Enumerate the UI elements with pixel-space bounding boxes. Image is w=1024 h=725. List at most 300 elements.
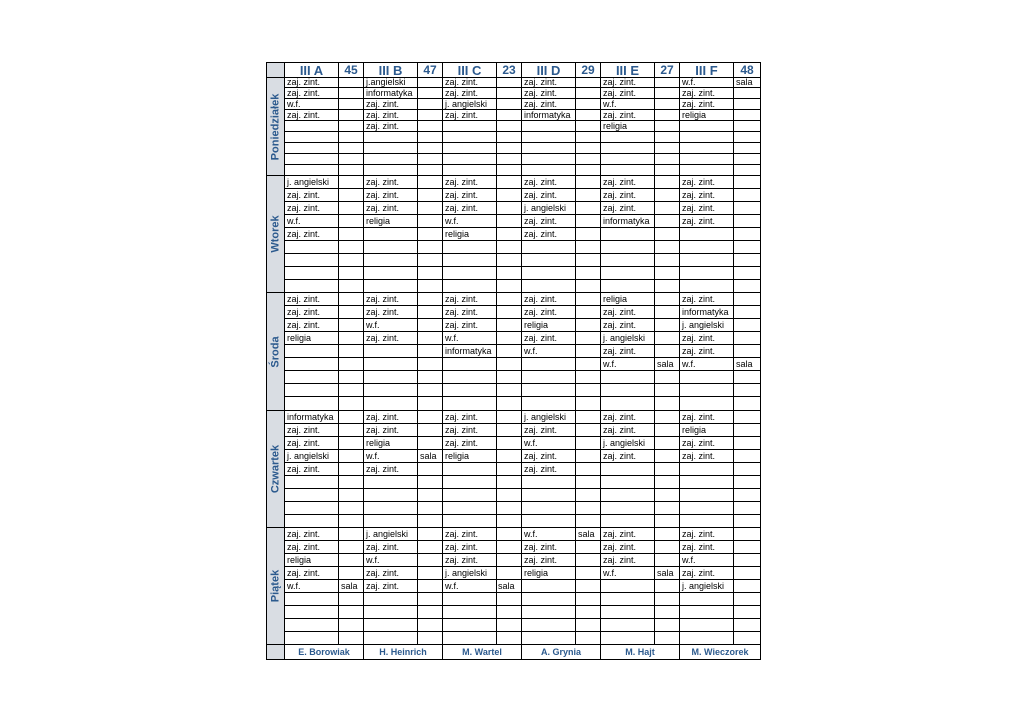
lesson-subject: w.f. — [285, 215, 339, 228]
lesson-subject — [522, 241, 576, 254]
class-name: III C — [443, 63, 497, 78]
lesson-subject — [285, 143, 339, 154]
lesson-room — [418, 132, 443, 143]
lesson-room — [497, 541, 522, 554]
lesson-room — [497, 554, 522, 567]
lesson-subject — [443, 606, 497, 619]
lesson-subject: j. angielski — [680, 580, 734, 593]
lesson-subject: zaj. zint. — [680, 345, 734, 358]
lesson-room — [734, 228, 761, 241]
lesson-row — [267, 241, 761, 254]
lesson-subject — [680, 280, 734, 293]
lesson-subject — [522, 121, 576, 132]
lesson-subject: zaj. zint. — [285, 110, 339, 121]
lesson-subject: zaj. zint. — [601, 78, 655, 88]
lesson-room — [576, 384, 601, 397]
lesson-room — [576, 424, 601, 437]
lesson-subject — [285, 267, 339, 280]
lesson-subject — [522, 632, 576, 645]
lesson-room — [497, 165, 522, 176]
lesson-subject: zaj. zint. — [601, 306, 655, 319]
lesson-room — [497, 593, 522, 606]
lesson-subject: zaj. zint. — [680, 528, 734, 541]
lesson-room — [339, 176, 364, 189]
lesson-room — [418, 593, 443, 606]
lesson-room — [339, 280, 364, 293]
lesson-room — [655, 437, 680, 450]
lesson-subject: w.f. — [364, 554, 418, 567]
lesson-room — [576, 450, 601, 463]
lesson-room — [734, 154, 761, 165]
lesson-room — [418, 267, 443, 280]
lesson-subject — [601, 280, 655, 293]
lesson-subject: zaj. zint. — [285, 306, 339, 319]
class-room: 23 — [497, 63, 522, 78]
lesson-room — [339, 319, 364, 332]
lesson-room: sala — [497, 580, 522, 593]
lesson-subject: w.f. — [601, 358, 655, 371]
lesson-subject — [601, 463, 655, 476]
lesson-subject: zaj. zint. — [364, 293, 418, 306]
lesson-subject — [522, 476, 576, 489]
lesson-room — [655, 228, 680, 241]
lesson-room — [497, 606, 522, 619]
lesson-room — [576, 165, 601, 176]
lesson-room — [497, 132, 522, 143]
lesson-room — [734, 619, 761, 632]
lesson-subject: zaj. zint. — [443, 78, 497, 88]
lesson-room — [497, 143, 522, 154]
teacher-name: M. Wartel — [443, 645, 522, 660]
lesson-room — [418, 554, 443, 567]
lesson-subject — [601, 580, 655, 593]
lesson-subject: zaj. zint. — [285, 567, 339, 580]
lesson-subject — [285, 593, 339, 606]
lesson-room — [576, 306, 601, 319]
lesson-subject — [285, 132, 339, 143]
lesson-room — [418, 280, 443, 293]
lesson-row — [267, 528, 761, 541]
lesson-room — [497, 358, 522, 371]
lesson-subject — [443, 358, 497, 371]
lesson-room — [655, 502, 680, 515]
lesson-subject — [443, 143, 497, 154]
lesson-room — [339, 306, 364, 319]
teacher-name: M. Wieczorek — [680, 645, 761, 660]
lesson-room — [339, 463, 364, 476]
lesson-subject: informatyka — [680, 306, 734, 319]
day-name: Piątek — [269, 569, 281, 603]
lesson-room — [339, 593, 364, 606]
lesson-room — [497, 515, 522, 528]
lesson-room — [418, 215, 443, 228]
lesson-subject: j. angielski — [680, 319, 734, 332]
lesson-room — [576, 371, 601, 384]
lesson-room — [339, 632, 364, 645]
lesson-room — [497, 78, 522, 88]
lesson-room — [418, 619, 443, 632]
lesson-subject: religia — [522, 567, 576, 580]
lesson-subject — [601, 384, 655, 397]
lesson-subject: religia — [443, 450, 497, 463]
lesson-subject — [443, 384, 497, 397]
lesson-subject — [443, 254, 497, 267]
lesson-room — [655, 241, 680, 254]
lesson-subject — [522, 358, 576, 371]
lesson-subject — [364, 476, 418, 489]
lesson-subject: religia — [680, 424, 734, 437]
lesson-subject — [601, 632, 655, 645]
lesson-subject — [443, 165, 497, 176]
lesson-subject: zaj. zint. — [285, 202, 339, 215]
lesson-room: sala — [576, 528, 601, 541]
lesson-room — [655, 619, 680, 632]
lesson-room — [655, 189, 680, 202]
lesson-row — [267, 567, 761, 580]
lesson-subject — [601, 132, 655, 143]
lesson-room — [655, 528, 680, 541]
class-name: III E — [601, 63, 655, 78]
lesson-room — [339, 606, 364, 619]
lesson-subject: zaj. zint. — [680, 88, 734, 99]
lesson-subject: zaj. zint. — [680, 176, 734, 189]
lesson-subject: w.f. — [443, 215, 497, 228]
lesson-subject: zaj. zint. — [522, 554, 576, 567]
lesson-room — [734, 476, 761, 489]
lesson-subject — [680, 515, 734, 528]
lesson-subject — [285, 619, 339, 632]
lesson-subject — [364, 241, 418, 254]
lesson-row — [267, 332, 761, 345]
lesson-subject: j. angielski — [364, 528, 418, 541]
lesson-room — [339, 541, 364, 554]
lesson-subject — [364, 267, 418, 280]
lesson-room — [734, 267, 761, 280]
lesson-room — [418, 580, 443, 593]
lesson-subject — [522, 154, 576, 165]
lesson-row — [267, 411, 761, 424]
lesson-room — [576, 358, 601, 371]
lesson-row — [267, 437, 761, 450]
lesson-room — [418, 189, 443, 202]
lesson-subject: zaj. zint. — [364, 121, 418, 132]
lesson-subject: zaj. zint. — [285, 541, 339, 554]
lesson-subject — [285, 515, 339, 528]
lesson-row — [267, 110, 761, 121]
lesson-room — [339, 528, 364, 541]
lesson-room — [734, 371, 761, 384]
lesson-row — [267, 515, 761, 528]
lesson-subject — [364, 165, 418, 176]
lesson-subject — [443, 267, 497, 280]
lesson-subject — [285, 476, 339, 489]
lesson-room — [655, 424, 680, 437]
footer-corner — [267, 645, 285, 660]
lesson-subject — [680, 165, 734, 176]
lesson-subject: zaj. zint. — [443, 110, 497, 121]
lesson-room — [497, 489, 522, 502]
lesson-room — [734, 110, 761, 121]
lesson-room — [655, 121, 680, 132]
lesson-subject — [285, 489, 339, 502]
lesson-subject — [601, 593, 655, 606]
lesson-subject: zaj. zint. — [522, 215, 576, 228]
lesson-subject — [364, 397, 418, 411]
lesson-room — [576, 88, 601, 99]
lesson-room — [339, 110, 364, 121]
lesson-room — [576, 345, 601, 358]
lesson-room — [655, 580, 680, 593]
lesson-subject — [680, 384, 734, 397]
lesson-subject: zaj. zint. — [364, 176, 418, 189]
lesson-room — [655, 293, 680, 306]
lesson-room — [734, 332, 761, 345]
lesson-subject — [285, 632, 339, 645]
lesson-subject: zaj. zint. — [443, 176, 497, 189]
lesson-room — [497, 202, 522, 215]
lesson-subject: zaj. zint. — [443, 528, 497, 541]
lesson-subject: w.f. — [364, 319, 418, 332]
lesson-room — [418, 437, 443, 450]
lesson-room — [655, 593, 680, 606]
lesson-subject: zaj. zint. — [285, 437, 339, 450]
lesson-room — [734, 132, 761, 143]
lesson-room — [339, 489, 364, 502]
lesson-subject — [522, 502, 576, 515]
lesson-row — [267, 189, 761, 202]
lesson-room — [497, 99, 522, 110]
lesson-subject: zaj. zint. — [601, 88, 655, 99]
lesson-subject: zaj. zint. — [364, 110, 418, 121]
lesson-room — [339, 450, 364, 463]
lesson-row — [267, 541, 761, 554]
lesson-room — [418, 110, 443, 121]
lesson-subject — [680, 489, 734, 502]
lesson-room — [655, 202, 680, 215]
lesson-subject — [285, 384, 339, 397]
lesson-subject — [443, 619, 497, 632]
lesson-subject: zaj. zint. — [680, 437, 734, 450]
lesson-room — [418, 606, 443, 619]
lesson-subject: zaj. zint. — [601, 554, 655, 567]
lesson-subject — [443, 463, 497, 476]
lesson-room — [734, 254, 761, 267]
lesson-subject: zaj. zint. — [680, 541, 734, 554]
lesson-subject — [680, 241, 734, 254]
lesson-subject — [601, 515, 655, 528]
lesson-room — [418, 78, 443, 88]
lesson-row — [267, 215, 761, 228]
teacher-name: E. Borowiak — [285, 645, 364, 660]
lesson-subject — [285, 606, 339, 619]
lesson-subject: religia — [601, 293, 655, 306]
lesson-room — [497, 567, 522, 580]
lesson-room — [576, 241, 601, 254]
lesson-room — [418, 241, 443, 254]
lesson-subject: zaj. zint. — [285, 293, 339, 306]
lesson-room — [497, 293, 522, 306]
lesson-subject — [522, 254, 576, 267]
lesson-room — [734, 463, 761, 476]
lesson-room — [734, 88, 761, 99]
lesson-subject: zaj. zint. — [522, 450, 576, 463]
lesson-subject: zaj. zint. — [364, 411, 418, 424]
lesson-subject: religia — [443, 228, 497, 241]
lesson-room — [576, 319, 601, 332]
lesson-subject: zaj. zint. — [285, 88, 339, 99]
lesson-subject: zaj. zint. — [522, 189, 576, 202]
lesson-subject — [522, 619, 576, 632]
lesson-room — [576, 567, 601, 580]
lesson-room — [655, 411, 680, 424]
lesson-room — [497, 319, 522, 332]
lesson-row — [267, 176, 761, 189]
lesson-subject: zaj. zint. — [680, 567, 734, 580]
lesson-room — [418, 515, 443, 528]
lesson-subject — [285, 121, 339, 132]
lesson-subject: religia — [680, 110, 734, 121]
lesson-subject: zaj. zint. — [680, 189, 734, 202]
lesson-room — [497, 345, 522, 358]
lesson-room — [576, 228, 601, 241]
lesson-row — [267, 358, 761, 371]
lesson-subject — [601, 154, 655, 165]
lesson-subject — [443, 515, 497, 528]
lesson-room — [655, 489, 680, 502]
lesson-room: sala — [339, 580, 364, 593]
lesson-room — [734, 143, 761, 154]
lesson-room — [497, 332, 522, 345]
lesson-room — [339, 121, 364, 132]
lesson-subject — [680, 397, 734, 411]
lesson-room — [497, 267, 522, 280]
lesson-subject: zaj. zint. — [601, 528, 655, 541]
lesson-room — [418, 567, 443, 580]
lesson-room — [418, 306, 443, 319]
lesson-subject: zaj. zint. — [443, 437, 497, 450]
lesson-row — [267, 476, 761, 489]
lesson-room — [339, 515, 364, 528]
lesson-room — [339, 215, 364, 228]
lesson-subject — [285, 280, 339, 293]
lesson-row — [267, 143, 761, 154]
lesson-room — [655, 476, 680, 489]
lesson-subject: zaj. zint. — [364, 541, 418, 554]
lesson-row — [267, 78, 761, 88]
lesson-room — [418, 358, 443, 371]
lesson-subject — [680, 632, 734, 645]
lesson-room — [734, 384, 761, 397]
lesson-subject — [601, 254, 655, 267]
lesson-room — [734, 319, 761, 332]
lesson-room — [655, 99, 680, 110]
lesson-row — [267, 632, 761, 645]
lesson-room — [418, 541, 443, 554]
class-name: III D — [522, 63, 576, 78]
lesson-room — [576, 143, 601, 154]
lesson-subject — [443, 132, 497, 143]
lesson-row — [267, 99, 761, 110]
timetable-sheet — [266, 62, 760, 677]
lesson-room — [734, 489, 761, 502]
lesson-subject — [364, 515, 418, 528]
lesson-subject: informatyka — [443, 345, 497, 358]
lesson-room — [576, 554, 601, 567]
lesson-room — [418, 371, 443, 384]
lesson-subject: w.f. — [601, 567, 655, 580]
lesson-room — [339, 397, 364, 411]
lesson-subject — [680, 154, 734, 165]
lesson-subject — [601, 371, 655, 384]
lesson-room — [576, 502, 601, 515]
lesson-room — [418, 176, 443, 189]
lesson-subject — [443, 371, 497, 384]
lesson-room — [655, 154, 680, 165]
lesson-room — [497, 371, 522, 384]
lesson-subject: zaj. zint. — [285, 424, 339, 437]
lesson-row — [267, 450, 761, 463]
lesson-room — [576, 280, 601, 293]
lesson-subject: zaj. zint. — [522, 88, 576, 99]
lesson-subject: zaj. zint. — [443, 424, 497, 437]
lesson-row — [267, 293, 761, 306]
lesson-subject: informatyka — [364, 88, 418, 99]
lesson-subject: zaj. zint. — [285, 189, 339, 202]
lesson-room — [734, 515, 761, 528]
lesson-subject: zaj. zint. — [443, 411, 497, 424]
lesson-room — [734, 121, 761, 132]
lesson-subject: j. angielski — [443, 567, 497, 580]
lesson-row — [267, 384, 761, 397]
lesson-room — [497, 619, 522, 632]
lesson-room — [655, 319, 680, 332]
lesson-room — [497, 176, 522, 189]
class-room: 45 — [339, 63, 364, 78]
lesson-subject — [364, 502, 418, 515]
lesson-room — [655, 332, 680, 345]
lesson-room — [339, 384, 364, 397]
lesson-room — [339, 332, 364, 345]
lesson-subject — [601, 502, 655, 515]
lesson-subject — [680, 254, 734, 267]
lesson-subject: zaj. zint. — [443, 554, 497, 567]
lesson-subject: w.f. — [680, 358, 734, 371]
teacher-name: M. Hajt — [601, 645, 680, 660]
lesson-subject: zaj. zint. — [601, 189, 655, 202]
lesson-room — [418, 332, 443, 345]
lesson-row — [267, 121, 761, 132]
class-room: 27 — [655, 63, 680, 78]
lesson-room — [339, 619, 364, 632]
lesson-room — [339, 254, 364, 267]
lesson-room — [576, 580, 601, 593]
class-room: 29 — [576, 63, 601, 78]
lesson-row — [267, 593, 761, 606]
lesson-subject: zaj. zint. — [601, 176, 655, 189]
lesson-subject — [601, 397, 655, 411]
lesson-row — [267, 463, 761, 476]
lesson-room — [655, 384, 680, 397]
lesson-subject: zaj. zint. — [601, 541, 655, 554]
lesson-subject: zaj. zint. — [522, 463, 576, 476]
lesson-subject: j. angielski — [285, 450, 339, 463]
lesson-room — [655, 345, 680, 358]
lesson-subject — [680, 132, 734, 143]
lesson-row — [267, 154, 761, 165]
lesson-subject: zaj. zint. — [522, 99, 576, 110]
lesson-subject: zaj. zint. — [443, 306, 497, 319]
lesson-row — [267, 88, 761, 99]
